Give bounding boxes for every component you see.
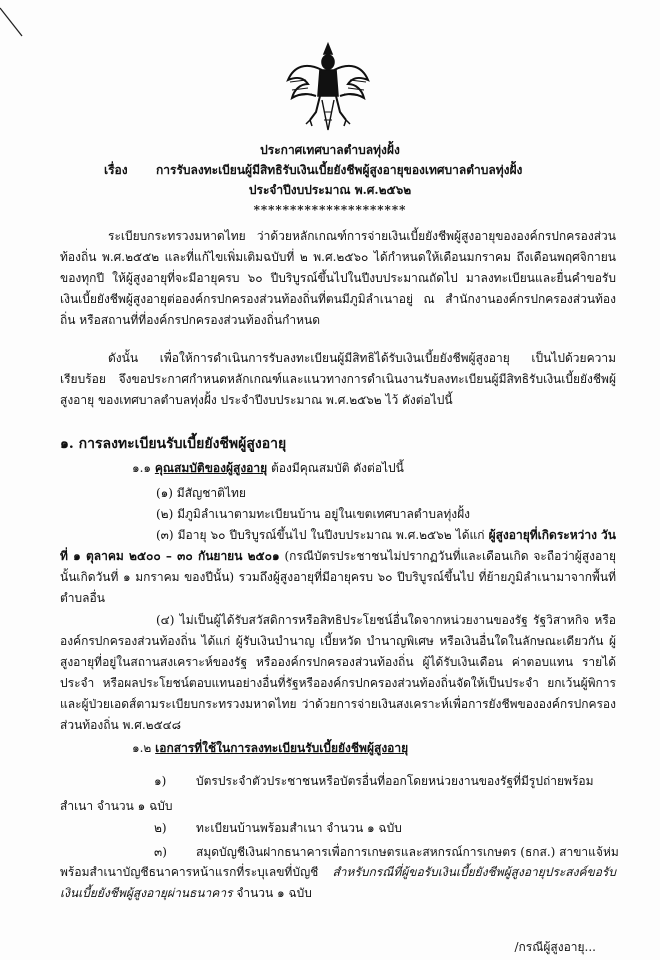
intro-paragraph-1: ระเบียบกระทรวงมหาดไทย ว่าด้วยหลักเกณฑ์การจ่ายเงินเบี้ยยังชีพผู้สูงอายุขององค์กรปกครองส่วนท้องถิ่น พ.ศ.๒๕๕๒ และที่แก้ไขเพิ่มเติมฉบับที่ ๒ พ.ศ.๒๕๖๐ ได้กำหนดให้เดือนมกราคม ถึงเดือนพฤศจิกายนของทุกปี ให้ผู้สูงอายุที่จะมีอายุครบ ๖๐ ปีบริบูรณ์ขึ้นไปในปีงบประมาณถัดไป มาลงทะเบียนและยื่นคำขอรับเงินเบี้ยยังชีพผู้สูงอายุต่อองค์กรปกครองส่วนท้องถิ่นที่ตนมีภูมิลำเนาอยู่ ณ สำนักงานองค์กรปกครองส่วนท้องถิ่น หรือสถานที่ที่องค์กรปกครองส่วนท้องถิ่นกำหนด xyxy=(60,229,616,327)
item3-text-d: (กรณีบัตรประชาชนไม่ปรากฏวันที่และเดือนเกิด จะถือว่าผู้สูงอายุนั้นเกิดวันที่ ๑ มกราคม ของปีนั้น) รวมถึงผู้สูงอายุที่มีอายุครบ ๖๐ ปีบริบูรณ์ขึ้นไป ที่ย้ายภูมิลำเนามาจากพื้นที่ตำบลอื่น xyxy=(60,549,616,605)
doc-3-text-d: เงินเบี้ยยังชีพผู้สูงอายุผ่านธนาคาร xyxy=(60,886,233,900)
garuda-emblem-icon xyxy=(286,40,370,136)
subsection-1-1-title: คุณสมบัติของผู้สูงอายุ xyxy=(154,461,268,475)
qualification-item-2: (๒) มีภูมิลำเนาตามทะเบียนบ้าน อยู่ในเขตเทศบาลตำบลทุ่งฝั้ง xyxy=(156,507,470,521)
subsection-1-1-number: ๑.๑ xyxy=(132,461,152,475)
subsection-1-2-title: เอกสารที่ใช้ในการลงทะเบียนรับเบี้ยยังชีพผู้สูงอายุ xyxy=(155,741,409,755)
doc-3-text-e: จำนวน ๑ ฉบับ xyxy=(232,886,312,900)
item3-birth-range-label: ผู้สูงอายุที่เกิดระหว่าง xyxy=(488,528,597,542)
doc-1-text: บัตรประจำตัวประชาชนหรือบัตรอื่นที่ออกโดยหน่วยงานของรัฐที่มีรูปถ่ายพร้อม xyxy=(196,774,594,788)
section-1-title: ๑. การลงทะเบียนรับเบี้ยยังชีพผู้สูงอายุ xyxy=(60,436,287,452)
doc-3-text: สมุดบัญชีเงินฝากธนาคารเพื่อการเกษตรและสหกรณ์การเกษตร (ธกส.) สาขาแจ้ห่ม xyxy=(196,845,619,859)
subsection-1-1 xyxy=(132,458,404,478)
announcement-subject xyxy=(0,160,660,180)
qualification-item-3 xyxy=(60,525,616,609)
subsection-1-1-suffix: ต้องมีคุณสมบัติ ดังต่อไปนี้ xyxy=(270,461,404,475)
subsection-1-2 xyxy=(132,738,408,758)
doc-2-text: ทะเบียนบ้านพร้อมสำเนา จำนวน ๑ ฉบับ xyxy=(196,821,402,835)
doc-3-number: ๓) xyxy=(154,845,167,859)
doc-1-text-cont: สำเนา จำนวน ๑ ฉบับ xyxy=(60,799,173,813)
qualification-item-1: (๑) มีสัญชาติไทย xyxy=(156,486,246,500)
doc-2-number: ๒) xyxy=(154,821,167,835)
item3-birth-range: วันที่ ๑ ตุลาคม ๒๕๐๐ – ๓๐ กันยายน ๒๕๐๑ xyxy=(60,528,616,563)
fiscal-year: ประจำปีงบประมาณ พ.ศ.๒๕๖๒ xyxy=(248,183,412,197)
qualification-item-4: (๔) ไม่เป็นผู้ได้รับสวัสดิการหรือสิทธิประโยชน์อื่นใดจากหน่วยงานของรัฐ รัฐวิสาหกิจ หรือองค์กรปกครองส่วนท้องถิ่น ได้แก่ ผู้รับเงินบำนาญ เบี้ยหวัด บำนาญพิเศษ หรือเงินอื่นใดในลักษณะเดียวกัน ผู้สูงอายุที่อยู่ในสถานสงเคราะห์ของรัฐ หรือองค์กรปกครองส่วนท้องถิ่น ผู้ได้รับเงินเดือน ค่าตอบแทน รายได้ประจำ หรือผลประโยชน์ตอบแทนอย่างอื่นที่รัฐหรือองค์กรปกครองส่วนท้องถิ่นจัดให้เป็นประจำ ยกเว้นผู้พิการ และผู้ป่วยเอดส์ตามระเบียบกระทรวงมหาดไทย ว่าด้วยการจ่ายเงินสงเคราะห์เพื่อการยังชีพขององค์กรปกครองส่วนท้องถิ่น พ.ศ.๒๕๔๘ xyxy=(60,613,616,732)
continued-footer: /กรณีผู้สูงอายุ... xyxy=(514,940,596,954)
item3-text-a: (๓) มีอายุ ๖๐ ปีบริบูรณ์ขึ้นไป ในปีงบประมาณ พ.ศ.๒๕๖๒ ได้แก่ xyxy=(156,528,489,542)
doc-3-text-cont xyxy=(60,862,616,904)
corner-mark xyxy=(0,0,40,40)
announcement-org: ประกาศเทศบาลตำบลทุ่งฝั้ง xyxy=(260,143,400,157)
subject-text: การรับลงทะเบียนผู้มีสิทธิรับเงินเบี้ยยังชีพผู้สูงอายุของเทศบาลตำบลทุ่งฝั้ง xyxy=(156,163,523,177)
subsection-1-2-number: ๑.๒ xyxy=(132,741,152,755)
doc-3-text-c: สำหรับกรณีที่ผู้ขอรับเงินเบี้ยยังชีพผู้สูงอายุประสงค์ขอรับ xyxy=(332,865,616,879)
doc-3-text-b: พร้อมสำเนาบัญชีธนาคารหน้าแรกที่ระบุเลขที่บัญชี xyxy=(60,865,333,879)
subject-label: เรื่อง xyxy=(104,163,128,177)
doc-1-number: ๑) xyxy=(154,774,167,788)
star-divider: ********************* xyxy=(253,203,407,217)
intro-paragraph-2: ดังนั้น เพื่อให้การดำเนินการรับลงทะเบียนผู้มีสิทธิได้รับเงินเบี้ยยังชีพผู้สูงอายุ เป็นไปด้วยความเรียบร้อย จึงขอประกาศกำหนดหลักเกณฑ์และแนวทางการดำเนินงานรับลงทะเบียนผู้มีสิทธิรับเงินเบี้ยยังชีพผู้สูงอายุ ของเทศบาลตำบลทุ่งฝั้ง ประจำปีงบประมาณ พ.ศ.๒๕๖๒ ไว้ ดังต่อไปนี้ xyxy=(60,351,616,407)
announcement-header xyxy=(0,140,660,220)
